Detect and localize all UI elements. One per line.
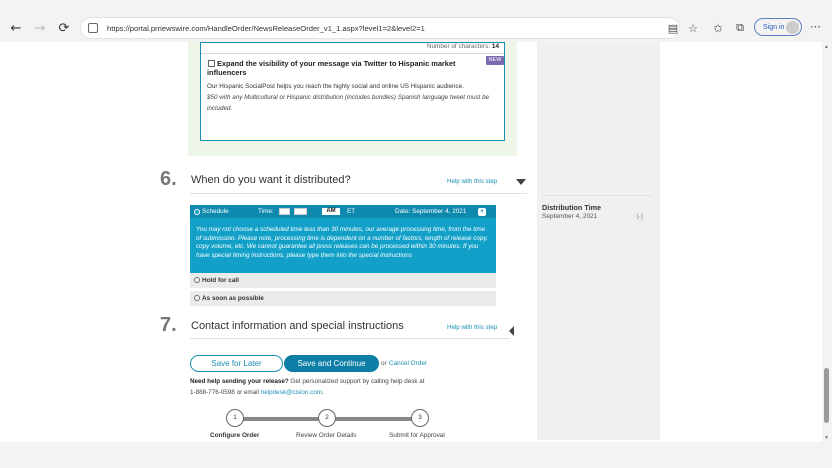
url-text: https://portal.prnewswire.com/HandleOrder/NewsReleaseOrder_v1_1.aspx?level1=2&level2=1 — [107, 23, 425, 33]
timezone-label: ET — [347, 208, 356, 215]
progress-step-2: 2 — [318, 409, 336, 427]
forward-icon[interactable]: → — [34, 20, 46, 36]
step-6-help-link[interactable]: Help with this step — [447, 178, 498, 185]
distribution-time-title: Distribution Time — [542, 203, 601, 212]
hold-for-call-label: Hold for call — [202, 277, 239, 284]
reader-mode-icon[interactable]: ▤ — [667, 21, 679, 35]
progress-step-2-label: Review Order Details — [296, 432, 357, 439]
twitter-option-box — [200, 42, 505, 141]
progress-step-1: 1 — [226, 409, 244, 427]
step-6-title: When do you want it distributed? — [191, 174, 351, 186]
calendar-button[interactable]: + — [478, 208, 486, 216]
lock-icon — [88, 23, 98, 33]
distribution-time-edit[interactable]: [-] — [637, 213, 643, 220]
schedule-header — [190, 205, 496, 218]
back-icon[interactable]: ← — [10, 20, 22, 36]
browser-toolbar — [0, 14, 832, 42]
sidebar-divider — [542, 195, 652, 196]
new-badge: NEW — [486, 56, 504, 65]
step-6-number: 6. — [160, 168, 177, 190]
divider — [190, 193, 527, 194]
schedule-radio[interactable] — [194, 209, 200, 215]
order-summary-sidebar — [537, 42, 660, 440]
twitter-option-description: Our Hispanic SocialPost helps you reach the highly social and online US Hispanic audience. $50 with any Multicultural or Hispanic distribution (includes bundles) Spanish language tweet must be included. — [207, 83, 490, 112]
hour-input[interactable] — [279, 208, 290, 215]
progress-step-1-label: Configure Order — [210, 432, 260, 439]
date-label: Date: September 4, 2021 — [395, 208, 467, 215]
help-text: Need help sending your release? Get personalized support by calling help desk at 1-888-776-0598 or email helpdesk@cision.com. — [190, 378, 425, 396]
step-7-expand-icon[interactable] — [509, 326, 514, 336]
window-bottom — [0, 442, 832, 468]
step-7-help-link[interactable]: Help with this step — [447, 324, 498, 331]
ampm-select[interactable]: AM — [322, 208, 340, 215]
step-7-title: Contact information and special instructions — [191, 320, 404, 332]
schedule-panel — [190, 205, 496, 273]
asap-radio[interactable] — [194, 295, 200, 301]
schedule-note: You may not choose a scheduled time less than 30 minutes, our average processing time, from the time of submission. Please note, processing time is dependent on a number of factors, length of release copy, copy volume, etc. We cannot guarantee all press releases can be processed within 30 minutes. If you have special timing instructions, please type them into the special instructions — [196, 226, 488, 259]
collections-icon[interactable]: ⧉ — [736, 21, 744, 34]
distribution-time-value: September 4, 2021 — [542, 213, 598, 220]
page-content — [0, 42, 822, 442]
twitter-option-checkbox[interactable] — [208, 60, 215, 67]
schedule-label: Schedule — [202, 208, 229, 215]
divider — [201, 53, 504, 54]
more-icon[interactable]: ⋯ — [810, 21, 821, 33]
save-for-later-button[interactable]: Save for Later — [190, 355, 283, 372]
favorites-icon[interactable]: ✩ — [713, 21, 723, 35]
avatar — [786, 21, 799, 34]
or-text: or — [381, 360, 387, 367]
step-7-number: 7. — [160, 314, 177, 336]
hold-for-call-radio[interactable] — [194, 277, 200, 283]
scroll-up-icon[interactable]: ▲ — [824, 44, 829, 50]
scroll-down-icon[interactable]: ▼ — [824, 435, 829, 441]
progress-step-3-label: Submit for Approval — [389, 432, 445, 439]
character-count: Number of characters: 14 — [426, 43, 499, 50]
refresh-icon[interactable]: ⟳ — [58, 20, 70, 36]
hold-for-call-option[interactable] — [190, 273, 496, 289]
minute-input[interactable] — [294, 208, 307, 215]
scrollbar-thumb[interactable] — [824, 368, 829, 423]
favorite-add-icon[interactable]: ☆ — [688, 21, 698, 35]
divider — [190, 338, 510, 339]
cancel-order-link[interactable]: Cancel Order — [389, 360, 428, 367]
sign-in-label: Sign in — [763, 23, 785, 31]
helpdesk-email-link[interactable]: helpdesk@cision.com — [260, 389, 323, 396]
address-bar[interactable] — [80, 17, 680, 39]
step-6-collapse-icon[interactable] — [516, 179, 526, 185]
time-label: Time: — [258, 208, 274, 215]
sign-in-button[interactable] — [754, 18, 802, 36]
progress-step-3: 3 — [411, 409, 429, 427]
vertical-scrollbar[interactable] — [822, 42, 832, 442]
save-and-continue-button[interactable]: Save and Continue — [284, 355, 379, 372]
asap-option[interactable] — [190, 291, 496, 307]
asap-label: As soon as possible — [202, 295, 264, 302]
twitter-option-title: Expand the visibility of your message via Twitter to Hispanic market influencers — [207, 59, 456, 77]
